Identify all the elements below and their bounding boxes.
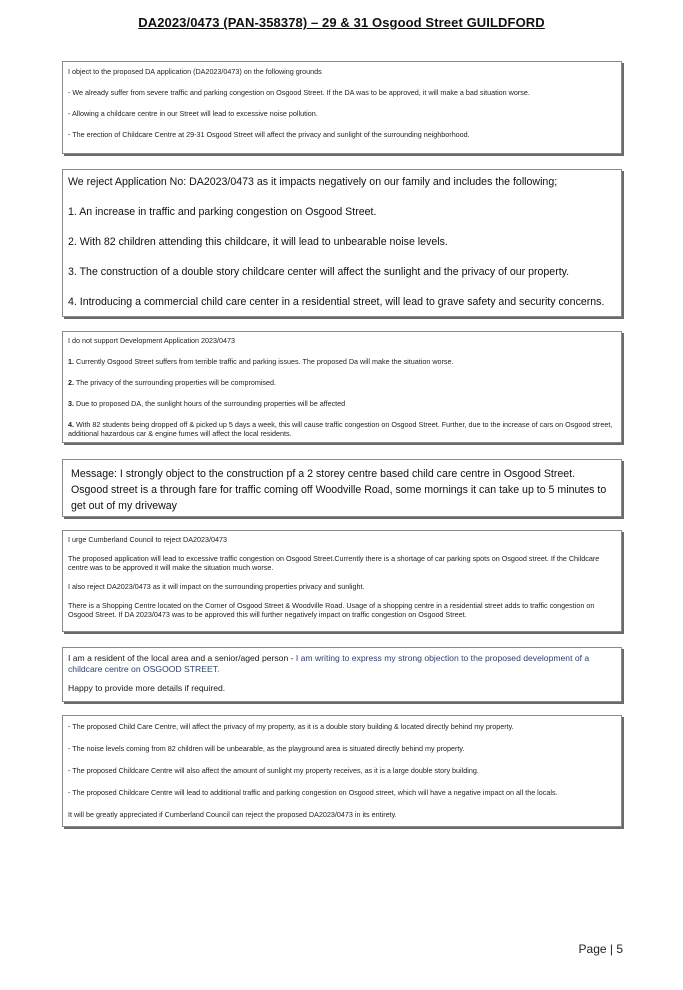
submission-6-closing: Happy to provide more details if required. (68, 683, 226, 693)
page-title: DA2023/0473 (PAN-358378) – 29 & 31 Osgood Street GUILDFORD (138, 15, 545, 30)
page-number: Page | 5 (578, 942, 623, 956)
submission-7-point-noise: - The noise levels coming from 82 children will be unbearable, as the playground area is situated directly behind my property. (68, 744, 465, 753)
submission-box-3 (62, 331, 622, 443)
submission-7-point-sunlight: - The proposed Childcare Centre will also affect the amount of sunlight my property receives, as it is a large double story building. (68, 766, 479, 775)
submission-box-5 (62, 530, 622, 632)
submission-box-2 (62, 169, 622, 317)
submission-7-closing: It will be greatly appreciated if Cumberland Council can reject the proposed DA2023/0473 in its entirety. (68, 810, 397, 819)
submission-2-point-2: 2. With 82 children attending this childcare, it will lead to unbearable noise levels. (68, 236, 448, 248)
submission-2-point-4: 4. Introducing a commercial child care center in a residential street, will lead to grave safety and security concerns. (68, 296, 605, 308)
submission-5-intro: I urge Cumberland Council to reject DA2023/0473 (68, 535, 228, 544)
submission-1-point-traffic: - We already suffer from severe traffic and parking congestion on Osgood Street. If the DA was to be approved, it will make a bad situation worse. (68, 88, 530, 97)
submission-5-point-privacy: I also reject DA2023/0473 as it will impact on the surrounding properties privacy and sunlight. (68, 582, 365, 591)
submission-3-point-2: 2. The privacy of the surrounding properties will be compromised. (68, 378, 277, 387)
submission-box-7 (62, 715, 622, 827)
submission-2-intro: We reject Application No: DA2023/0473 as it impacts negatively on our family and includes the following; (68, 176, 558, 188)
submission-4-message: Message: I strongly object to the construction pf a 2 storey centre based child care centre in Osgood Street. Osgood street is a through fare for traffic coming off Woodville Road, some mornings it can take up to 5 minutes to get out of my driveway (71, 468, 607, 512)
submission-3-point-3: 3. Due to proposed DA, the sunlight hours of the surrounding properties will be affected (68, 399, 346, 408)
submission-box-1 (62, 61, 622, 154)
submission-7-point-traffic: - The proposed Childcare Centre will lead to additional traffic and parking congestion on Osgood street, which will have a negative impact on all the locals. (68, 788, 558, 797)
submission-1-point-privacy: - The erection of Childcare Centre at 29-31 Osgood Street will affect the privacy and sunlight of the surrounding neighborhood. (68, 130, 470, 139)
submission-1-point-noise: - Allowing a childcare centre in our Street will lead to excessive noise pollution. (68, 109, 318, 118)
submission-5-point-shopping: There is a Shopping Centre located on the Corner of Osgood Street & Woodville Road. Usage of a shopping centre in a residential street adds to traffic congestion on Osgood Street. If DA 2023/0473 was to be approved this will further negatively impact on traffic congestion on Osgood Street. (68, 601, 595, 619)
submission-1-intro: I object to the proposed DA application (DA2023/0473) on the following grounds (68, 67, 322, 76)
submission-box-4 (62, 459, 622, 517)
submission-box-6 (62, 647, 622, 702)
submission-2-point-1: 1. An increase in traffic and parking congestion on Osgood Street. (68, 206, 377, 218)
submission-3-point-1: 1. Currently Osgood Street suffers from terrible traffic and parking issues. The proposed Da will make the situation worse. (68, 357, 454, 366)
submission-3-point-4: 4. With 82 students being dropped off & picked up 5 days a week, this will cause traffic congestion on Osgood Street. Further, due to the increase of cars on Osgood street, additional hazardous car & engine fumes will affect the local residents. (68, 420, 613, 438)
submission-6-statement: I am a resident of the local area and a senior/aged person - I am writing to express my strong objection to the proposed development of a childcare centre on OSGOOD STREET. (68, 653, 590, 674)
submission-5-point-traffic: The proposed application will lead to excessive traffic congestion on Osgood Street.Currently there is a shortage of car parking spots on Osgood street. If the Childcare centre was to be approved it will make the situation much worse. (68, 554, 600, 572)
submission-2-point-3: 3. The construction of a double story childcare center will affect the sunlight and the privacy of our property. (68, 266, 570, 278)
submission-3-intro: I do not support Development Application 2023/0473 (68, 336, 236, 345)
submission-7-point-privacy: - The proposed Child Care Centre, will affect the privacy of my property, as it is a double story building & located directly behind my property. (68, 722, 514, 731)
